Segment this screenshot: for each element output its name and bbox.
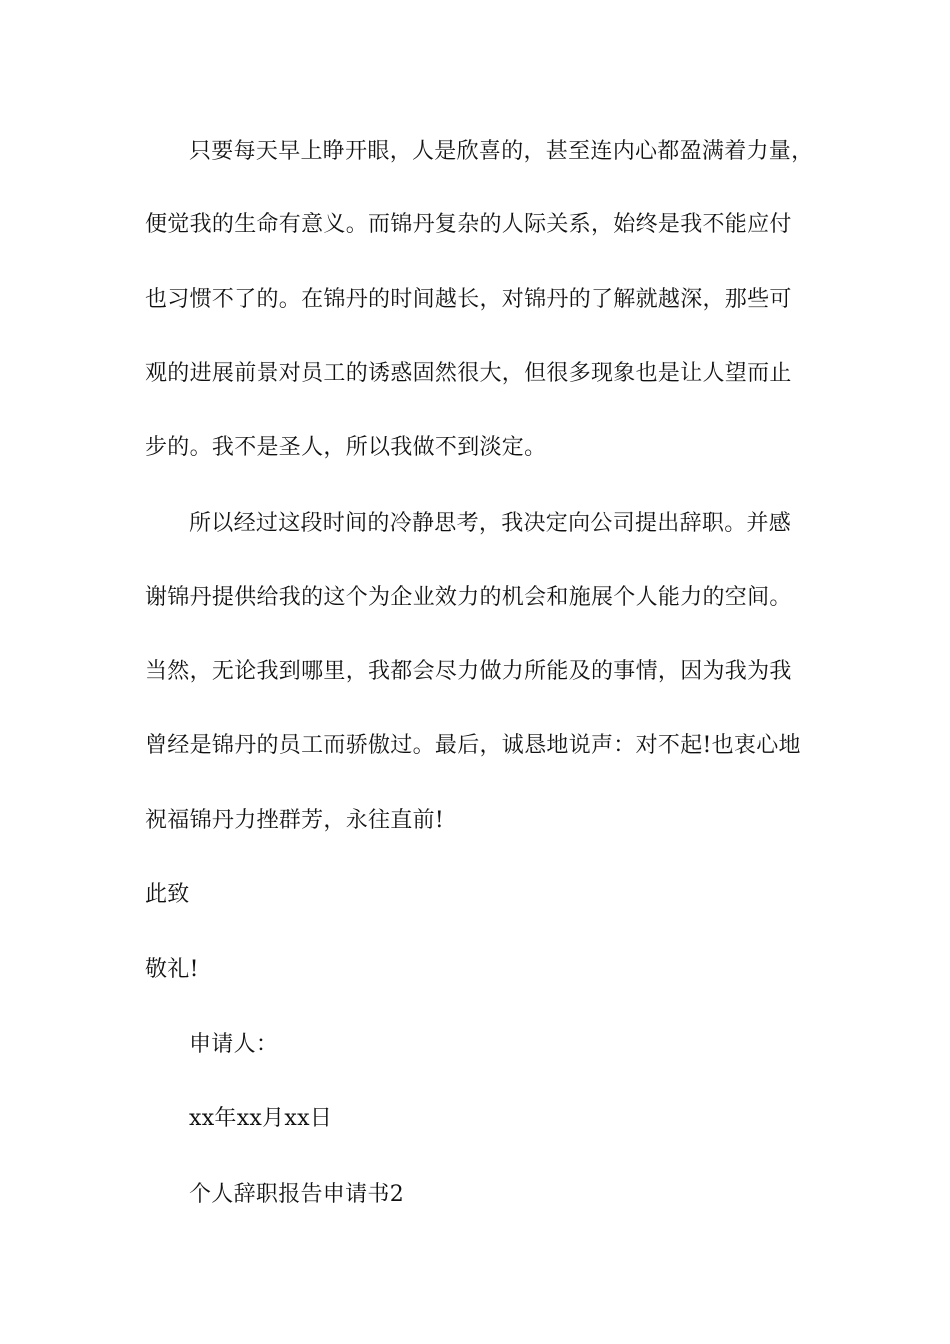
applicant-label: 申请人： — [189, 1032, 279, 1057]
salute-text: 敬礼! — [145, 957, 199, 982]
paragraph-2-line-3: 当然，无论我到哪里，我都会尽力做力所能及的事情，因为我为我 — [145, 659, 792, 684]
paragraph-1-line-2: 便觉我的生命有意义。而锦丹复杂的人际关系，始终是我不能应付 — [145, 212, 792, 237]
closing-text: 此致 — [145, 882, 190, 907]
paragraph-1-line-1: 只要每天早上睁开眼，人是欣喜的，甚至连内心都盈满着力量， — [189, 139, 814, 164]
paragraph-1-line-4: 观的进展前景对员工的诱惑固然很大，但很多现象也是让人望而止 — [145, 361, 792, 386]
paragraph-2-line-1: 所以经过这段时间的冷静思考，我决定向公司提出辞职。并感 — [189, 511, 792, 536]
date-text: xx年xx月xx日 — [189, 1106, 333, 1131]
paragraph-2-line-4: 曾经是锦丹的员工而骄傲过。最后，诚恳地说声：对不起!也衷心地 — [145, 733, 801, 758]
paragraph-2-line-5: 祝福锦丹力挫群芳，永往直前! — [145, 808, 445, 833]
paragraph-1-line-3: 也习惯不了的。在锦丹的时间越长，对锦丹的了解就越深，那些可 — [145, 287, 792, 312]
next-document-title: 个人辞职报告申请书2 — [189, 1182, 404, 1207]
paragraph-1-line-5: 步的。我不是圣人，所以我做不到淡定。 — [145, 435, 547, 460]
paragraph-2-line-2: 谢锦丹提供给我的这个为企业效力的机会和施展个人能力的空间。 — [145, 585, 792, 610]
